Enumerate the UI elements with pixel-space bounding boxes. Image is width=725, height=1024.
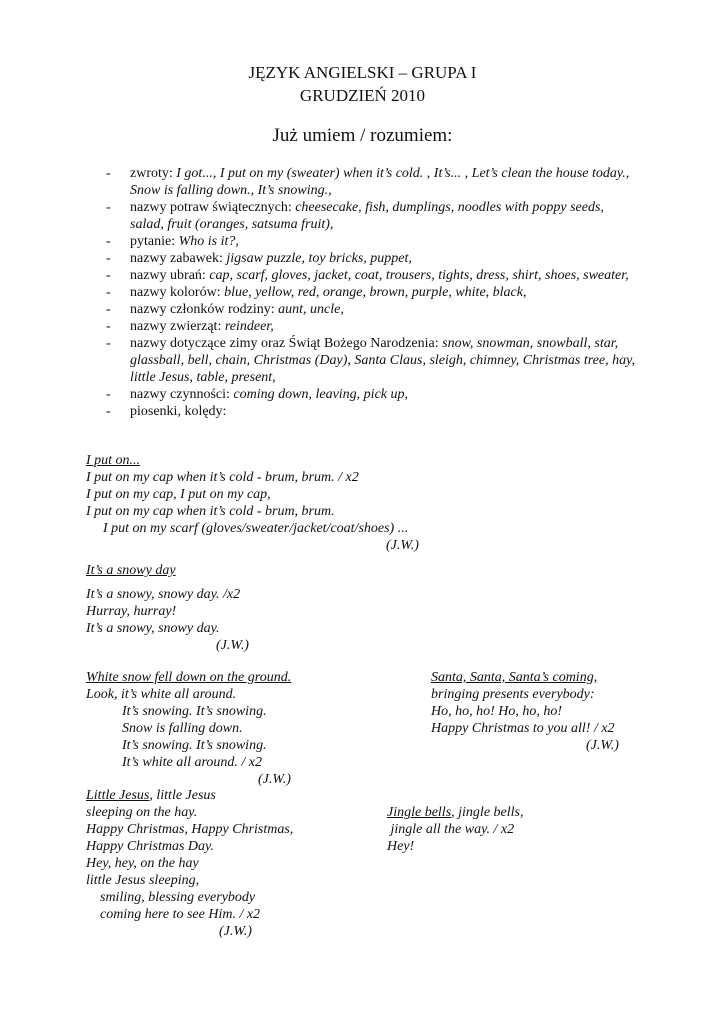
list-item: - nazwy dotyczące zimy oraz Świąt Bożego Narodzenia: snow, snowman, snowball, star, glassball, bell, chain, Christmas (Day), Santa Claus, sleigh, chimney, Christmas tree, hay, little Jesus, table, present, — [106, 336, 636, 385]
song-snowy-day — [86, 562, 336, 654]
song-line: Look, it’s white all around. — [86, 687, 237, 702]
song-jingle-bells — [387, 804, 587, 855]
list-item: - nazwy zabawek: jigsaw puzzle, toy bricks, puppet, — [106, 251, 412, 266]
song-line: It’s a snowy, snowy day. /x2 — [86, 587, 241, 602]
song-line: smiling, blessing everybody — [100, 890, 256, 905]
song-title: Jingle bells — [387, 805, 452, 820]
song-line: It’s snowing. It’s snowing. — [122, 738, 267, 753]
section-heading: Już umiem / rozumiem: — [272, 125, 453, 146]
song-title: It’s a snowy day — [86, 563, 176, 578]
song-credit: (J.W.) — [586, 738, 619, 753]
list-bullet: - — [106, 387, 111, 402]
song-credit: (J.W.) — [219, 924, 252, 939]
song-line: coming here to see Him. / x2 — [100, 907, 261, 922]
list-bullet: - — [106, 336, 111, 351]
list-bullet: - — [106, 319, 111, 334]
song-title-line: Jingle bells, jingle bells, — [387, 805, 524, 820]
list-item: - nazwy zwierząt: reindeer, — [106, 319, 274, 334]
document-title: JĘZYK ANGIELSKI – GRUPA I — [248, 63, 477, 82]
song-title: I put on... — [86, 453, 141, 468]
list-item: - nazwy członków rodziny: aunt, uncle, — [106, 302, 344, 317]
song-line: jingle all the way. / x2 — [387, 822, 515, 837]
list-item: - piosenki, kolędy: — [106, 404, 227, 419]
song-white-snow — [86, 669, 346, 788]
song-line: sleeping on the hay. — [86, 805, 198, 820]
list-item: - nazwy kolorów: blue, yellow, red, orange, brown, purple, white, black, — [106, 285, 527, 300]
song-line: I put on my cap when it’s cold - brum, brum. — [86, 504, 335, 519]
song-credit: (J.W.) — [258, 772, 291, 787]
list-bullet: - — [106, 404, 111, 419]
song-line: It’s white all around. / x2 — [122, 755, 262, 770]
song-line: I put on my scarf (gloves/sweater/jacket/coat/shoes) ... — [103, 521, 409, 536]
song-line: I put on my cap when it’s cold - brum, brum. / x2 — [86, 470, 359, 485]
song-little-jesus — [86, 787, 346, 940]
song-line: It’s a snowy, snowy day. — [86, 621, 220, 636]
song-line: Ho, ho, ho! Ho, ho, ho! — [431, 704, 563, 719]
song-line: bringing presents everybody: — [431, 687, 595, 702]
song-line: Happy Christmas Day. — [86, 839, 214, 854]
list-bullet: - — [106, 200, 111, 215]
song-line: Snow is falling down. — [122, 721, 243, 736]
list-bullet: - — [106, 285, 111, 300]
song-line: Happy Christmas to you all! / x2 — [431, 721, 615, 736]
list-bullet: - — [106, 268, 111, 283]
list-bullet: - — [106, 166, 111, 181]
song-line: I put on my cap, I put on my cap, — [86, 487, 271, 502]
song-i-put-on — [86, 452, 436, 554]
list-item: - nazwy ubrań: cap, scarf, gloves, jacket, coat, trousers, tights, dress, shirt, shoes, sweater, — [106, 268, 629, 283]
song-title: Santa, Santa, Santa’s coming, — [431, 670, 598, 685]
list-bullet: - — [106, 234, 111, 249]
song-line: Happy Christmas, Happy Christmas, — [86, 822, 294, 837]
song-title-line: Little Jesus, little Jesus — [86, 788, 216, 803]
list-item: - zwroty: I got..., I put on my (sweater) when it’s cold. , It’s... , Let’s clean the house today., Snow is falling down., It’s snowing., — [106, 166, 630, 198]
song-title: White snow fell down on the ground. — [86, 670, 292, 685]
song-line: Hey, hey, on the hay — [86, 856, 199, 871]
song-line: Hurray, hurray! — [86, 604, 177, 619]
song-title: Little Jesus — [86, 788, 150, 803]
list-item: - nazwy potraw świątecznych: cheesecake, fish, dumplings, noodles with poppy seeds, salad, fruit (oranges, satsuma fruit), — [106, 200, 604, 232]
list-bullet: - — [106, 302, 111, 317]
song-credit: (J.W.) — [386, 538, 419, 553]
song-santa — [431, 669, 631, 754]
song-line: Hey! — [387, 839, 415, 854]
list-item: - pytanie: Who is it?, — [106, 234, 239, 249]
song-line: It’s snowing. It’s snowing. — [122, 704, 267, 719]
song-line: little Jesus sleeping, — [86, 873, 200, 888]
list-bullet: - — [106, 251, 111, 266]
song-credit: (J.W.) — [216, 638, 249, 653]
document-date: GRUDZIEŃ 2010 — [299, 86, 426, 105]
skills-list — [106, 165, 636, 420]
list-item: - nazwy czynności: coming down, leaving, pick up, — [106, 387, 408, 402]
